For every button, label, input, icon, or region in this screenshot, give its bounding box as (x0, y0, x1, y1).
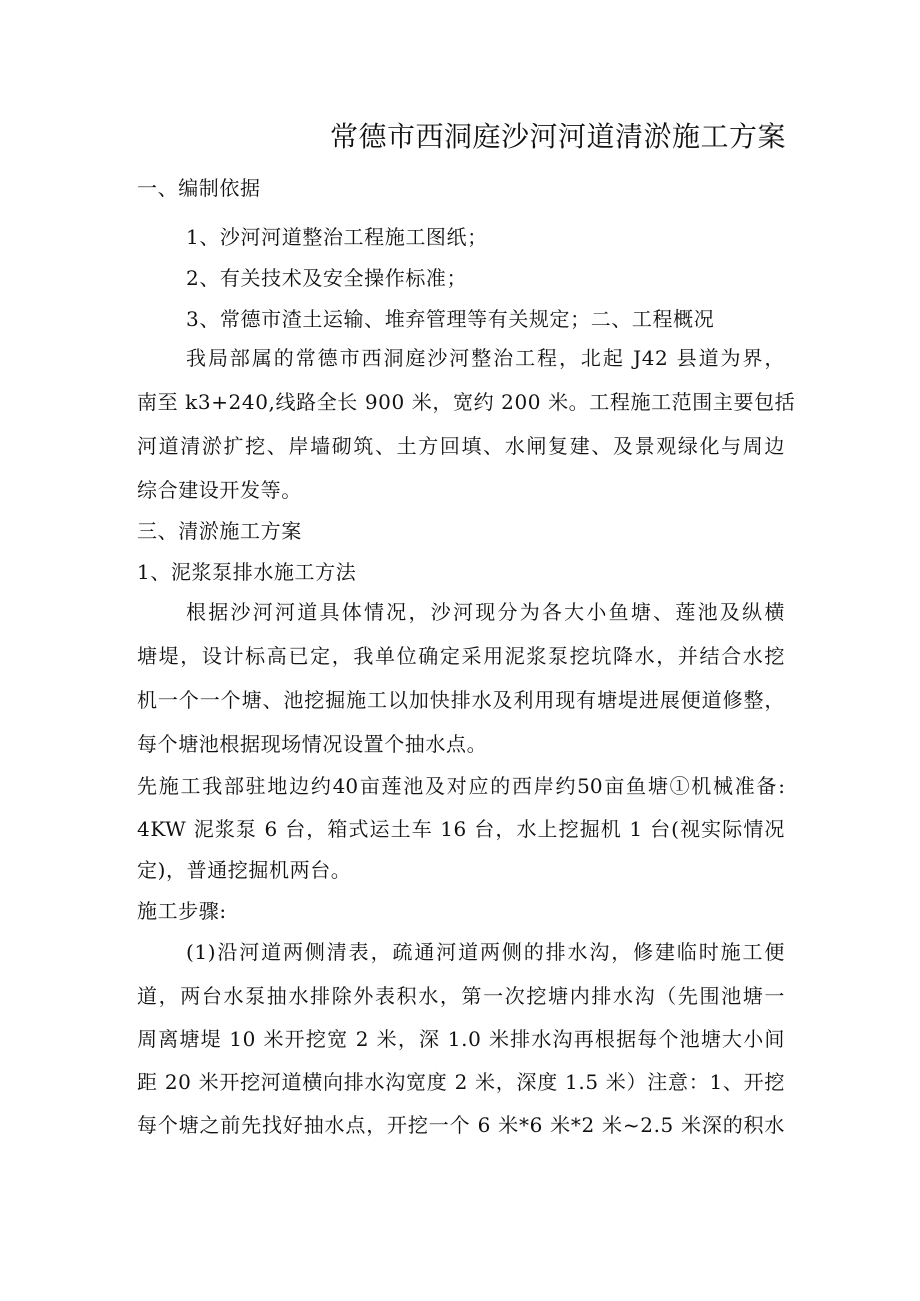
step-line-4: 距 20 米开挖河道横向排水沟宽度 2 米，深度 1.5 米）注意：1、开挖 (137, 1070, 785, 1094)
method-line-1: 根据沙河河道具体情况，沙河现分为各大小鱼塘、莲池及纵横 (186, 600, 785, 624)
overview-line-4: 综合建设开发等。 (137, 478, 302, 502)
step-line-1: (1)沿河道两侧清表，疏通河道两侧的排水沟，修建临时施工便 (186, 940, 785, 964)
basis-item-2: 2、有关技术及安全操作标准； (186, 266, 468, 290)
section-heading-basis: 一、编制依据 (137, 176, 261, 200)
step-line-5: 每个塘之前先找好抽水点，开挖一个 6 米*6 米*2 米~2.5 米深的积水 (137, 1113, 785, 1137)
equipment-line-2: 4KW 泥浆泵 6 台，箱式运土车 16 台，水上挖掘机 1 台(视实际情况 (137, 817, 785, 841)
method-line-2: 塘堤，设计标高已定，我单位确定采用泥浆泵挖坑降水，并结合水挖 (137, 644, 785, 668)
equipment-line-3: 定)，普通挖掘机两台。 (137, 858, 352, 882)
overview-line-1: 我局部属的常德市西洞庭沙河整治工程，北起 J42 县道为界， (186, 346, 785, 370)
document-title: 常德市西洞庭沙河河道清淤施工方案 (330, 120, 787, 153)
method-line-3: 机一个一个塘、池挖掘施工以加快排水及利用现有塘堤进展便道修整， (137, 688, 785, 712)
step-line-3: 周离塘堤 10 米开挖宽 2 米，深 1.0 米排水沟再根据每个池塘大小间 (137, 1027, 785, 1051)
subsection-heading-pump: 1、泥浆泵排水施工方法 (137, 560, 357, 584)
overview-line-2: 南至 k3+240,线路全长 900 米，宽约 200 米。工程施工范围主要包括 (137, 390, 796, 414)
steps-heading: 施工步骤: (137, 899, 227, 923)
section-heading-plan: 三、清淤施工方案 (137, 519, 302, 543)
basis-item-3: 3、常德市渣土运输、堆弃管理等有关规定；二、工程概况 (186, 307, 715, 331)
method-line-4: 每个塘池根据现场情况设置个抽水点。 (137, 732, 488, 756)
step-line-2: 道，两台水泵抽水排除外表积水，第一次挖塘内排水沟（先围池塘一 (137, 984, 785, 1008)
overview-line-3: 河道清淤扩挖、岸墙砌筑、土方回填、水闸复建、及景观绿化与周边 (137, 434, 785, 458)
basis-item-1: 1、沙河河道整治工程施工图纸； (186, 225, 488, 249)
equipment-line-1: 先施工我部驻地边约40亩莲池及对应的西岸约50亩鱼塘①机械准备: (137, 774, 785, 798)
